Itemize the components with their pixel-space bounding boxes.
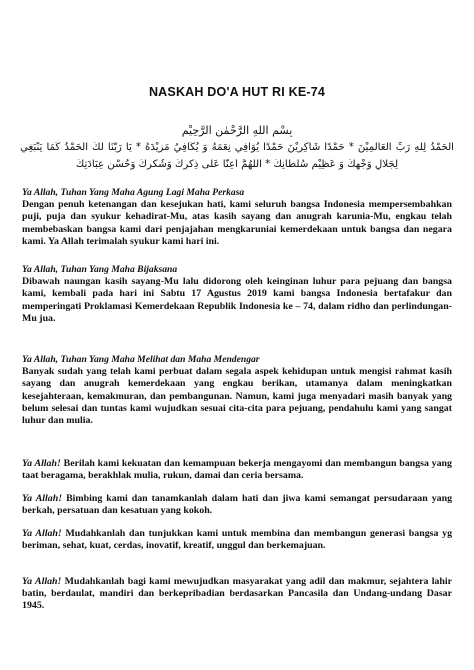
section-paragraph: [22, 493, 452, 517]
arabic-prayer-line-1: اَلْحَمْدُ لِلّٰهِ رَبِّ الْعَالَمِيْنَ * حَمْدًا شَاكِرِيْنَ حَمْدًا يُوَافِي نِعَمَهُ وَ يُكَافِيُ مَزِيْدَهُ * يَا رَبَّنَا لَكَ الْحَمْدُ كَمَا يَنْبَغِي: [20, 142, 454, 153]
section-lead: Ya Allah!: [22, 528, 62, 539]
section-heading: Ya Allah, Tuhan Yang Maha Bijaksana: [22, 264, 178, 275]
prayer-section-7: [22, 576, 452, 613]
section-text: Mudahkanlah bagi kami mewujudkan masyarakat yang adil dan makmur, sejahtera lahir batin, berdaulat, mandiri dan berkepribadian berdasarkan Pancasila dan Undang-undang Dasar 1945.: [22, 576, 452, 612]
section-text: Berilah kami kekuatan dan kemampuan bekerja mengayomi dan membangun bangsa yang taat beragama, berakhlak mulia, rukun, damai dan ceria bersama.: [22, 458, 452, 482]
section-paragraph: [22, 576, 452, 613]
section-paragraph: [22, 528, 452, 552]
arabic-prayer-line-2: لِجَلَالِ وَجْهِكَ وَ عَظِيْمِ سُلْطَانِكَ * اَللّٰهُمَّ أَعِنَّا عَلَى ذِكْرِكَ وَشُكْرِكَ وَحُسْنِ عِبَادَتِكَ: [75, 159, 399, 170]
section-text: Mudahkanlah dan tunjukkan kami untuk membina dan membangun generasi bangsa yg beriman, sehat, kuat, cerdas, inovatif, kreatif, unggul dan berkemajuan.: [22, 528, 453, 552]
section-body: Banyak sudah yang telah kami perbuat dalam segala aspek kehidupan untuk mengisi rahmat kasih sayang dan anugrah kemerdekaan yang engkau berikan, utamanya dalam meningkatkan kesejahteraan, kemakmuran, dan pembangunan. Namun, kami juga menyadari masih banyak yang belum selesai dan tuntas kami wujudkan sesuai cita-cita para pejuang, pendahulu kami yang sangat luhur dan mulia.: [22, 366, 452, 427]
section-heading: Ya Allah, Tuhan Yang Maha Agung Lagi Maha Perkasa: [22, 187, 245, 198]
prayer-section-1: [22, 187, 452, 248]
section-body: Dengan penuh ketenangan dan kesejukan hati, kami seluruh bangsa Indonesia mempersembahkan puji, puja dan syukur kehadirat-Mu, atas kasih sayang dan anugrah karunia-Mu, engkau telah membebaskan bangsa kami dari penjajahan mengkaruniai kemerdekaan untuk bangsa dan negara kami. Ya Allah terimalah syukur kami hari ini.: [22, 199, 452, 247]
section-text: Bimbing kami dan tanamkanlah dalam hati dan jiwa kami semangat persudaraan yang berkah, persatuan dan kesatuan yang kokoh.: [22, 493, 453, 517]
prayer-section-2: [22, 264, 452, 325]
prayer-section-4: [22, 458, 452, 482]
prayer-section-5: [22, 493, 452, 517]
prayer-section-6: [22, 528, 452, 552]
section-paragraph: [22, 458, 452, 482]
section-lead: Ya Allah!: [22, 493, 63, 504]
section-body: Dibawah naungan kasih sayang-Mu lalu didorong oleh keinginan luhur para pejuang dan bangsa kami, kembali pada hari ini Sabtu 17 Agustus 2019 kami bangsa Indonesia bertafakur dan memperingati Proklamasi Kemerdekaan Republik Indonesia ke – 74, dalam ridho dan perlindungan-Mu jua.: [22, 276, 452, 324]
section-lead: Ya Allah!: [22, 576, 62, 587]
document-title: NASKAH DO'A HUT RI KE-74: [148, 85, 326, 99]
section-heading: Ya Allah, Tuhan Yang Maha Melihat dan Maha Mendengar: [22, 354, 260, 365]
prayer-section-3: [22, 354, 452, 427]
section-lead: Ya Allah!: [22, 458, 61, 469]
arabic-bismillah: بِسْمِ اللهِ الرَّحْمٰنِ الرَّحِيْمِ: [181, 124, 293, 137]
